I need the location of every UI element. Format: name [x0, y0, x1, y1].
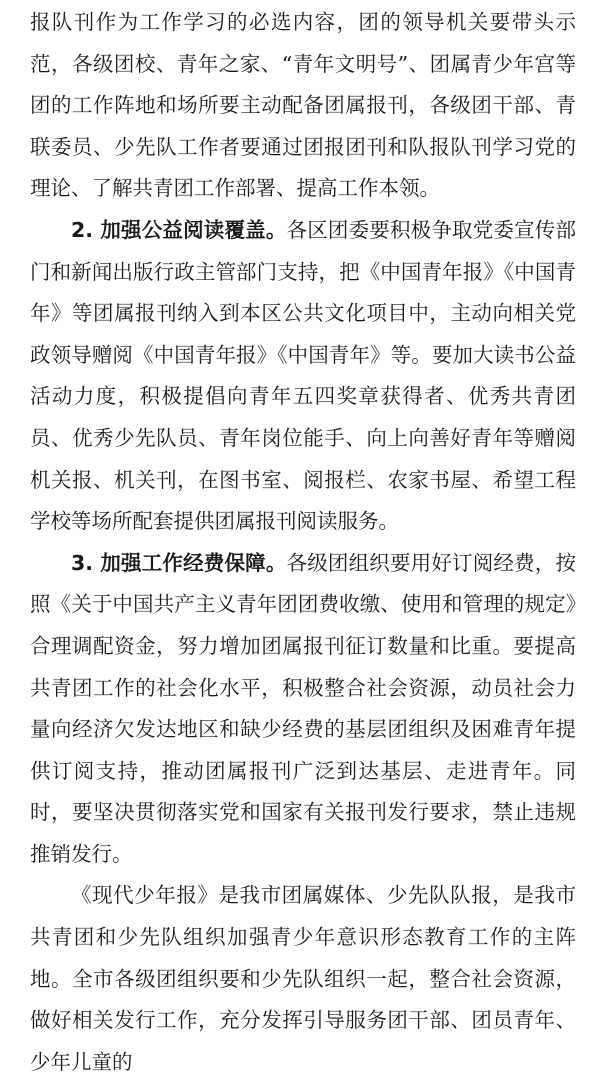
paragraph-3-heading: 3. 加强工作经费保障。 [71, 550, 287, 575]
paragraph-1 [30, 2, 576, 210]
paragraph-1-text: 报队刊作为工作学习的必选内容，团的领导机关要带头示范，各级团校、青年之家、“青年文明号”、团属青少年宫等团的工作阵地和场所要主动配备团属报刊，各级团干部、青联委员、少先队工作者要通过团报团刊和队报队刊学习党的理论、了解共青团工作部署、提高工作本领。 [30, 10, 576, 201]
paragraph-2-heading: 2. 加强公益阅读覆盖。 [71, 217, 287, 242]
paragraph-4-text: 《现代少年报》是我市团属媒体、少先队队报，是我市共青团和少先队组织加强青少年意识形态教育工作的主阵地。全市各级团组织要和少先队组织一起，整合社会资源，做好相关发行工作，充分发挥引导服务团干部、团员青年、少年儿童的 [30, 883, 576, 1074]
document-page [30, 2, 576, 1083]
paragraph-2 [30, 210, 576, 543]
paragraph-4 [30, 875, 576, 1083]
paragraph-2-text: 各区团委要积极争取党委宣传部门和新闻出版行政主管部门支持，把《中国青年报》《中国青年》等团属报刊纳入到本区公共文化项目中，主动向相关党政领导赠阅《中国青年报》《中国青年》等。要加大读书公益活动力度，积极提倡向青年五四奖章获得者、优秀共青团员、优秀少先队员、青年岗位能手、向上向善好青年等赠阅机关报、机关刊，在图书室、阅报栏、农家书屋、希望工程学校等场所配套提供团属报刊阅读服务。 [30, 217, 576, 534]
paragraph-3 [30, 543, 576, 876]
paragraph-3-text: 各级团组织要用好订阅经费，按照《关于中国共产主义青年团团费收缴、使用和管理的规定》合理调配资金，努力增加团属报刊征订数量和比重。要提高共青团工作的社会化水平，积极整合社会资源，动员社会力量向经济欠发达地区和缺少经费的基层团组织及困难青年提供订阅支持，推动团属报刊广泛到达基层、走进青年。同时，要坚决贯彻落实党和国家有关报刊发行要求，禁止违规推销发行。 [30, 550, 576, 866]
